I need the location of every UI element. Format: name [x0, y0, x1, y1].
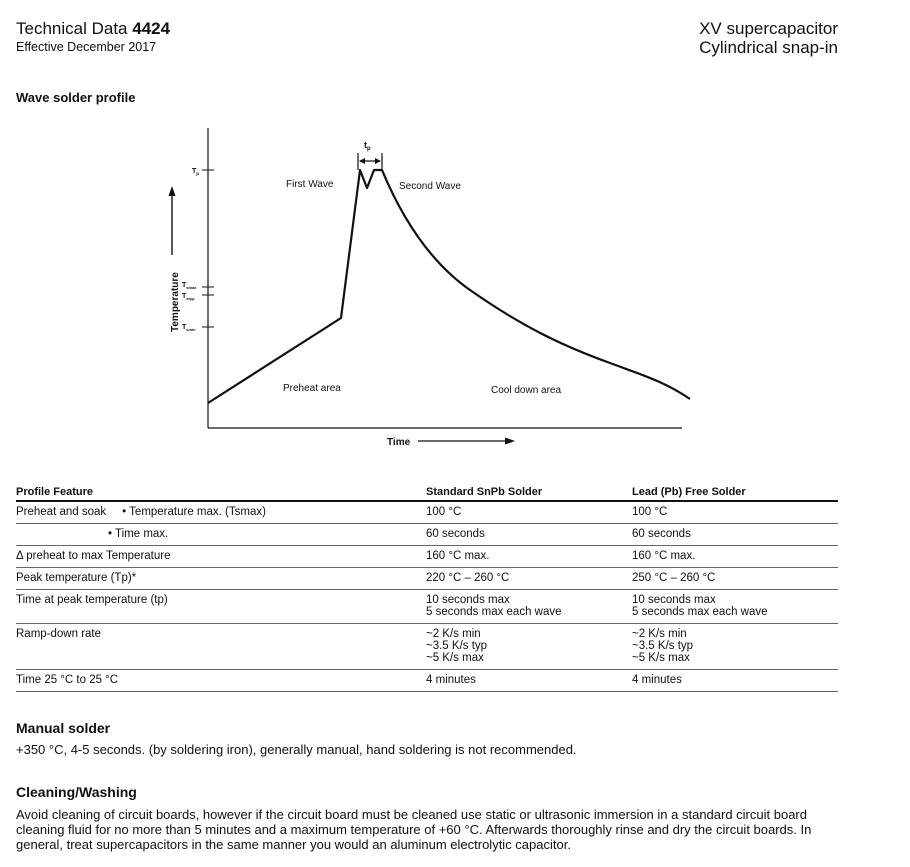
y-arrow-head — [169, 186, 176, 196]
row-feature: Δ preheat to max Temperature — [16, 546, 426, 568]
profile-curve — [208, 170, 690, 403]
row-snpb-value: 160 °C max. — [426, 546, 632, 568]
tick-label-tsmin: $T_{smin}$ — [182, 324, 196, 332]
table-row — [16, 670, 838, 692]
row-snpb-value: 60 seconds — [426, 524, 632, 546]
row-pbfree-value: 4 minutes — [632, 670, 838, 692]
annotation-first-wave: First Wave — [286, 179, 334, 190]
row-feature: Peak temperature (Tp)* — [16, 568, 426, 590]
doc-number: 4424 — [132, 19, 171, 38]
product-line-2: Cylindrical snap-in — [699, 38, 838, 57]
table-row — [16, 524, 838, 546]
header-pb-free: Lead (Pb) Free Solder — [632, 485, 838, 501]
row-pbfree-value: 250 °C – 260 °C — [632, 568, 838, 590]
wave-section-title: Wave solder profile — [16, 90, 136, 105]
cleaning-title: Cleaning/Washing — [16, 784, 137, 800]
product-line-1: XV supercapacitor — [699, 19, 838, 38]
row-pbfree-value: 10 seconds max 5 seconds max each wave — [632, 590, 838, 624]
tp-arrow-right — [375, 158, 381, 164]
row-snpb-value: 10 seconds max 5 seconds max each wave — [426, 590, 632, 624]
annotation-second-wave: Second Wave — [399, 181, 461, 192]
row-snpb-value: ~2 K/s min ~3.5 K/s typ ~5 K/s max — [426, 624, 632, 670]
row-snpb-value: 100 °C — [426, 501, 632, 524]
tick-label-tp: $T_p$ — [192, 168, 200, 176]
annotation-tp: $t_p$ — [364, 140, 371, 152]
row-feature: Time 25 °C to 25 °C — [16, 670, 426, 692]
manual-solder-text: +350 °C, 4-5 seconds. (by soldering iron), generally manual, hand soldering is not recommended. — [16, 742, 577, 757]
table-row — [16, 590, 838, 624]
annotation-preheat: Preheat area — [283, 383, 341, 394]
wave-solder-chart — [150, 120, 710, 460]
header-profile-feature: Profile Feature — [16, 485, 426, 501]
doc-header-right — [699, 19, 838, 57]
table-header-row — [16, 485, 838, 501]
row-pbfree-value: 160 °C max. — [632, 546, 838, 568]
row-sub-feature: • Temperature max. (Tsmax) — [122, 506, 266, 518]
doc-title: Technical Data 4424 — [16, 19, 171, 38]
doc-header-left — [16, 19, 170, 55]
effective-date: Effective December 2017 — [16, 40, 157, 54]
table-row — [16, 501, 838, 524]
row-pbfree-value: 100 °C — [632, 501, 838, 524]
row-feature: Time at peak temperature (tp) — [16, 590, 426, 624]
table-row — [16, 624, 838, 670]
row-pbfree-value: 60 seconds — [632, 524, 838, 546]
tp-arrow-left — [359, 158, 365, 164]
row-feature: Preheat and soak — [16, 506, 107, 518]
manual-solder-title: Manual solder — [16, 720, 111, 736]
table-row — [16, 568, 838, 590]
annotation-cool-down: Cool down area — [491, 385, 562, 396]
x-axis-label: Time — [387, 437, 411, 448]
solder-profile-table — [16, 485, 838, 692]
y-axis-label: Temperature — [170, 272, 181, 332]
row-pbfree-value: ~2 K/s min ~3.5 K/s typ ~5 K/s max — [632, 624, 838, 670]
table-row — [16, 546, 838, 568]
row-feature: Ramp-down rate — [16, 624, 426, 670]
header-snpb: Standard SnPb Solder — [426, 485, 632, 501]
tick-label-tsmax: $T_{smax}$ — [182, 282, 197, 290]
cleaning-text: Avoid cleaning of circuit boards, however if the circuit board must be cleaned use static or ultrasonic immersion in a standard circuit board cleaning fluid for no more than 5 minutes and a maximum temperature of +60 °C. Afterwards thoroughly rinse and dry the circuit boards. In general, treat supercapacitors in the same manner you would an aluminum electrolytic capacitor. — [16, 807, 812, 852]
x-arrow-head — [505, 438, 515, 445]
row-snpb-value: 4 minutes — [426, 670, 632, 692]
row-snpb-value: 220 °C – 260 °C — [426, 568, 632, 590]
tick-label-tstyp: $T_{styp}$ — [182, 293, 195, 301]
row-sub-feature: • Time max. — [108, 528, 169, 540]
